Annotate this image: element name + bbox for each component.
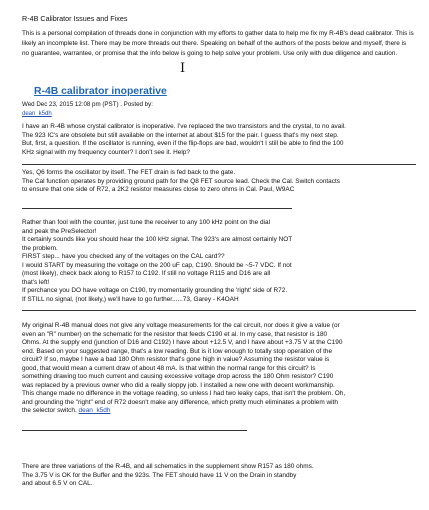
post-date: Wed Dec 23, 2015 12:08 pm (PST) . Posted by:	[22, 101, 153, 108]
post-line: My original R-4B manual does not give any voltage measurements for the cal circuit, nor does it give a value (or	[22, 322, 340, 329]
post-line: If STILL no signal, (not likely,) we'll have to go further......73, Garey - K4OAH	[22, 295, 239, 303]
post-line: the problem.	[22, 244, 58, 252]
post-line: This change made no difference in the voltage reading, so unless I had two leaky caps, that isn't the problem. Oh,	[22, 390, 346, 398]
post-line: end. Based on your suggested range, that's a low reading. But is it low enough to totally stop operation of the	[22, 347, 333, 355]
post-1	[22, 123, 417, 157]
post-line: to ensure that one side of R72, a 2K2 resistor measures close to zero ohms in Cal. Paul, W9AC	[22, 186, 295, 194]
post-line: KHz signal with my frequency counter? I don't see it. Help?	[22, 148, 190, 156]
post-line: Ohms. At the supply end (junction of D16 and C192) I have about +12.5 V, and I have about +3.75 V at the C190	[22, 339, 343, 347]
signature-author-link[interactable]: dean_k5dh	[78, 407, 111, 415]
intro-paragraph: This is a personal compilation of threads done in conjunction with my efforts to gather data to help me fix my R-4B's dead calibrator. This is likely an incomplete list. There may be more threads out there. Speaking on behalf of the authors of the posts below and myself, there is no guarantee, warrantee, or promise that the info below is going to help solve your problem. Use only with due diligence and caution.	[22, 30, 414, 57]
text-cursor-icon: I	[180, 61, 186, 76]
post-line: If perchance you DO have voltage on C190, try momentarily grounding the 'right' side of R72.	[22, 287, 288, 295]
divider	[22, 164, 416, 165]
post-line: (most likely), check back along to R157 to C192. If still no voltage R115 and D16 are all	[22, 270, 271, 278]
post-line: The 3.75 V is OK for the Buffer and the 923s. The FET should have 11 V on the Drain in standby	[22, 471, 297, 479]
post-line: circuit? If so, maybe I have a bad 180 Ohm resistor that's gone high in value? Assuming the resistor value is	[22, 356, 330, 364]
post-line: and about 6.5 V on CAL.	[22, 480, 93, 488]
post-line: and peak the PreSelector!	[22, 227, 97, 235]
post-line: was replaced by a previous owner who did a really sloppy job. I installed a new one with decent workmanship.	[22, 381, 335, 389]
post-line: the selector switch.	[22, 407, 77, 415]
post-line: and grounding the "right" end of R72 doesn't make any difference, which pretty much eliminates a problem with	[22, 398, 338, 406]
post-5	[22, 463, 417, 489]
post-line: I have an R-4B whose crystal calibrator is inoperative. I've replaced the two transistors and the crystal, to no avail.	[22, 123, 346, 130]
author-link[interactable]: dean_k5dh	[22, 111, 52, 117]
post-line: that's left!	[22, 278, 50, 286]
post-3	[22, 219, 417, 304]
post-line: FIRST step... have you checked any of the voltages on the CAL card??	[22, 253, 225, 261]
post-line: But, first, a question. If the oscillator is running, even if the flip-flops are bad, wouldn't I still be able to find the 100	[22, 140, 344, 148]
divider	[22, 430, 247, 431]
post-line: The Cal function operates by providing ground path for the Q8 FET source lead. Check the Cal. Switch contacts	[22, 177, 340, 185]
post-4	[22, 322, 417, 416]
document-title: R-4B Calibrator Issues and Fixes	[22, 14, 128, 23]
post-line-with-signature	[22, 407, 417, 416]
post-meta	[22, 101, 153, 118]
post-line: There are three variations of the R-4B, and all schematics in the supplement show R157 as 180 ohms.	[22, 463, 314, 470]
post-line: even an "R" number) on the schematic for the resistor that feeds C190 et al. In my case, that resistor is 180	[22, 330, 328, 338]
post-line: something drawing too much current and causing excessive voltage drop across the 180 Ohm resistor? C190	[22, 373, 334, 381]
post-line: Rather than fool with the counter, just tune the receiver to any 100 kHz point on the dial	[22, 219, 270, 226]
post-line: good, that would mean a current draw of about 48 mA. Is that within the normal range for this circuit? Is	[22, 364, 316, 372]
post-line: I would START by measuring the voltage on the 200 uF cap, C190. Should be ~5-7 VDC. If not	[22, 261, 292, 269]
post-line: It certainly sounds like you should hear the 100 kHz signal. The 923's are almost certainly NOT	[22, 236, 293, 244]
thread-title-link[interactable]: R-4B calibrator inoperative	[34, 86, 167, 97]
divider	[22, 310, 416, 311]
post-line: The 923 IC's are obsolete but still available on the internet at about $15 for the pair. I guess that's my next step.	[22, 131, 339, 139]
post-line: Yes, Q6 forms the oscillator by itself. The FET drain is fed back to the gate.	[22, 169, 236, 176]
divider	[22, 208, 292, 209]
post-2	[22, 169, 417, 195]
